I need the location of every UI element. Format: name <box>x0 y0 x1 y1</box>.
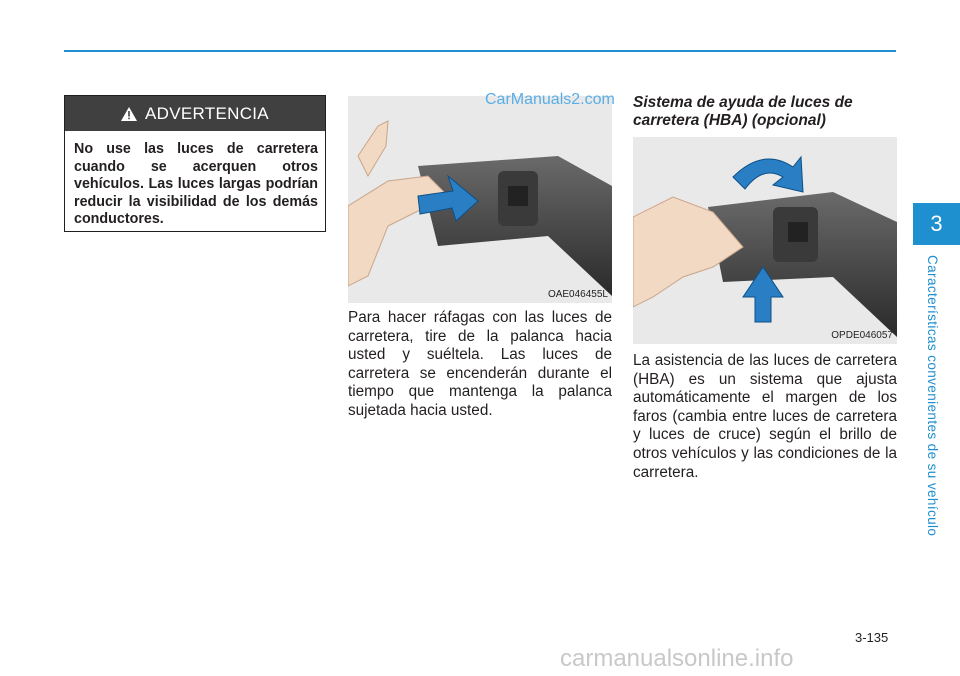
watermark: CarManuals2.com <box>485 91 615 108</box>
paragraph-hba: La asistencia de las luces de carretera (HBA) es un sistema que ajusta automáticamente el margen de los faros (cambia entre luces de carretera y luces de cruce) según el brillo de otros vehículos y las condiciones de la carretera. <box>633 352 897 481</box>
rotate-arrow-icon <box>733 157 803 192</box>
figure-flash-to-pass <box>348 96 612 303</box>
top-rule <box>64 50 896 52</box>
chapter-tab: 3 <box>913 203 960 245</box>
paragraph-flash: Para hacer ráfagas con las luces de carretera, tire de la palanca hacia usted y suéltela. Las luces de carretera se encenderán durante el tiempo que mantenga la palanca sujetada hacia usted. <box>348 309 612 419</box>
section-title: Sistema de ayuda de luces de carretera (HBA) (opcional) <box>633 94 853 129</box>
stalk-illustration-1 <box>348 96 612 303</box>
warning-header <box>65 96 325 131</box>
figure-hba <box>633 137 897 344</box>
warning-title: ADVERTENCIA <box>145 103 269 123</box>
stalk-illustration-2 <box>633 137 897 344</box>
chapter-title-text: Características convenientes de su vehículo <box>925 255 940 537</box>
warning-triangle-icon <box>121 107 137 121</box>
page-number: 3-135 <box>855 630 889 645</box>
warning-text: No use las luces de carretera cuando se acerquen otros vehículos. Las luces largas podrían reducir la visibilidad de los demás conductores. <box>74 141 318 227</box>
figure-code: OAE046455L <box>547 289 608 300</box>
chapter-title <box>922 255 942 545</box>
footer-watermark: carmanualsonline.info <box>560 645 794 672</box>
figure-code: OPDE046057 <box>831 330 893 341</box>
warning-box <box>64 95 326 232</box>
